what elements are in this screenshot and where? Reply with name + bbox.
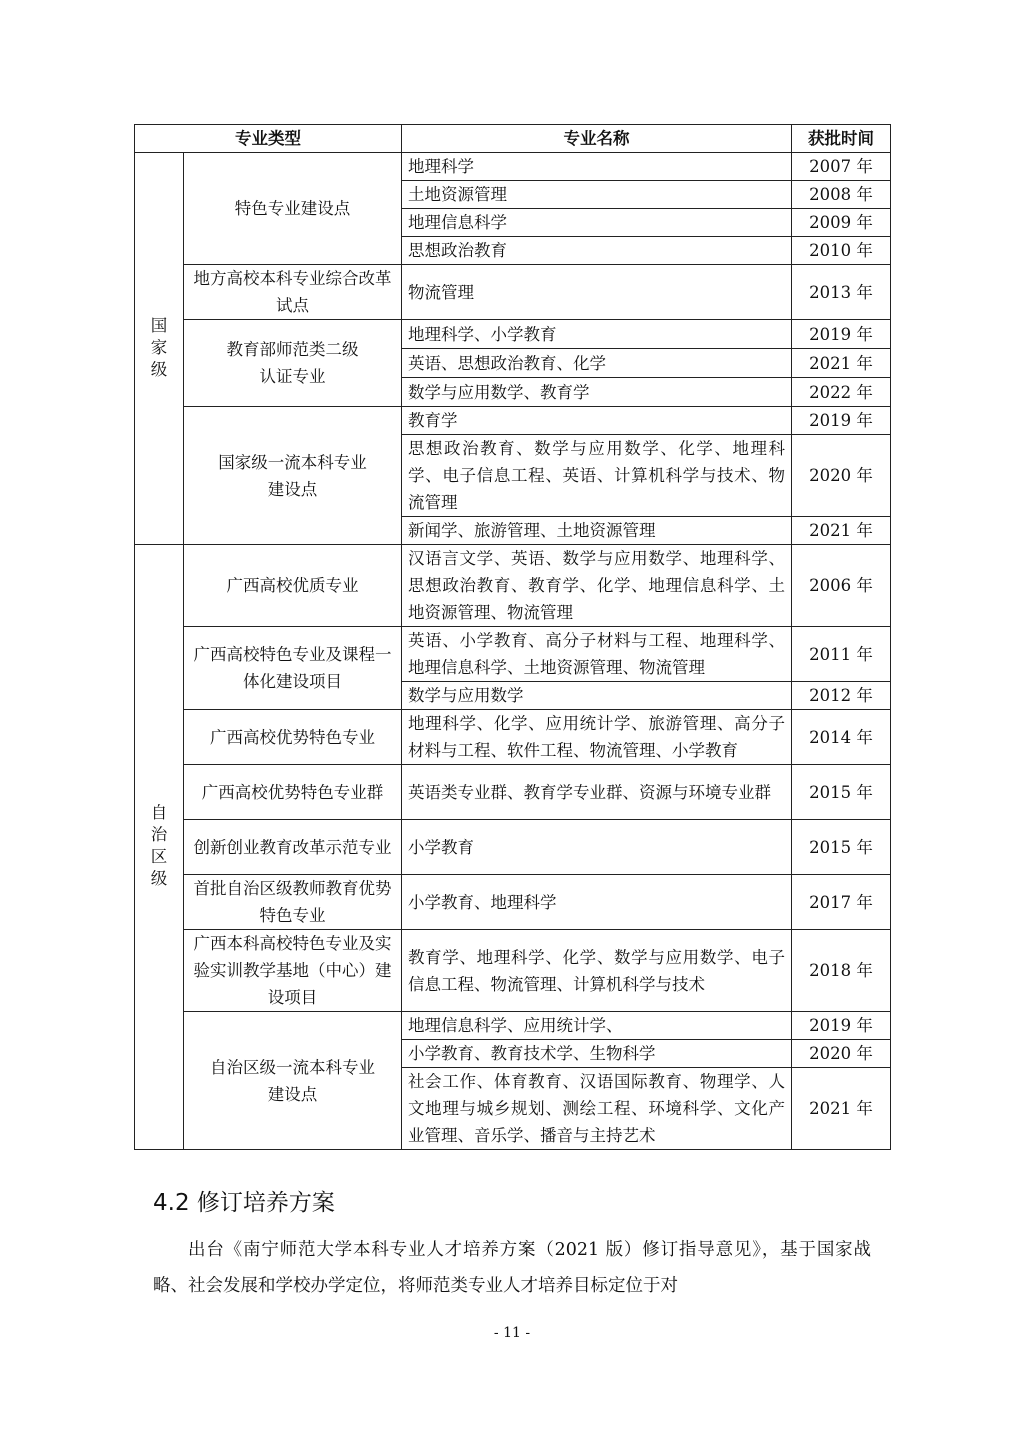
category-cell: 广西高校优势特色专业 <box>184 710 402 765</box>
category-cell: 教育部师范类二级 认证专业 <box>184 320 402 407</box>
major-names-cell: 汉语言文学、英语、数学与应用数学、地理科学、思想政治教育、教育学、化学、地理信息科学、土地资源管理、物流管理 <box>402 545 792 627</box>
level-cell <box>135 545 184 1150</box>
approval-year-cell: 2015 年 <box>792 820 891 875</box>
major-names-cell: 土地资源管理 <box>402 181 792 209</box>
table-row <box>135 765 891 820</box>
table-body <box>135 153 891 1150</box>
major-names-cell: 英语、思想政治教育、化学 <box>402 349 792 378</box>
major-names-cell: 思想政治教育 <box>402 237 792 265</box>
category-cell: 广西本科高校特色专业及实验实训教学基地（中心）建设项目 <box>184 930 402 1012</box>
major-names-cell: 地理信息科学 <box>402 209 792 237</box>
table-row <box>135 710 891 765</box>
table-row <box>135 930 891 1012</box>
table-row <box>135 545 891 627</box>
approval-year-cell: 2018 年 <box>792 930 891 1012</box>
approval-year-cell: 2021 年 <box>792 349 891 378</box>
category-cell: 首批自治区级教师教育优势特色专业 <box>184 875 402 930</box>
major-names-cell: 地理科学、化学、应用统计学、旅游管理、高分子材料与工程、软件工程、物流管理、小学教育 <box>402 710 792 765</box>
level-label: 国家级 <box>150 315 168 379</box>
approval-year-cell: 2021 年 <box>792 1068 891 1150</box>
category-cell: 广西高校优势特色专业群 <box>184 765 402 820</box>
major-names-cell: 教育学、地理科学、化学、数学与应用数学、电子信息工程、物流管理、计算机科学与技术 <box>402 930 792 1012</box>
level-cell <box>135 153 184 545</box>
page-number: - 11 - <box>493 1325 531 1341</box>
category-cell: 创新创业教育改革示范专业 <box>184 820 402 875</box>
level-label: 自治区级 <box>150 803 168 888</box>
approval-year-cell: 2014 年 <box>792 710 891 765</box>
approval-year-cell: 2015 年 <box>792 765 891 820</box>
category-cell: 自治区级一流本科专业 建设点 <box>184 1012 402 1150</box>
table-header-row <box>135 125 891 153</box>
approval-year-cell: 2009 年 <box>792 209 891 237</box>
major-names-cell: 教育学 <box>402 407 792 435</box>
approval-year-cell: 2019 年 <box>792 407 891 435</box>
table-row <box>135 1012 891 1040</box>
major-names-cell: 小学教育、地理科学 <box>402 875 792 930</box>
major-names-cell: 思想政治教育、数学与应用数学、化学、地理科学、电子信息工程、英语、计算机科学与技术、物流管理 <box>402 435 792 517</box>
category-cell: 国家级一流本科专业 建设点 <box>184 407 402 545</box>
approval-year-cell: 2020 年 <box>792 435 891 517</box>
major-names-cell: 小学教育、教育技术学、生物科学 <box>402 1040 792 1068</box>
table-row <box>135 820 891 875</box>
approval-year-cell: 2021 年 <box>792 517 891 545</box>
major-names-cell: 社会工作、体育教育、汉语国际教育、物理学、人文地理与城乡规划、测绘工程、环境科学、文化产业管理、音乐学、播音与主持艺术 <box>402 1068 792 1150</box>
table-row <box>135 320 891 349</box>
major-names-cell: 地理科学 <box>402 153 792 181</box>
category-cell: 广西高校特色专业及课程一体化建设项目 <box>184 627 402 710</box>
table-row <box>135 627 891 682</box>
approval-year-cell: 2017 年 <box>792 875 891 930</box>
approval-year-cell: 2022 年 <box>792 378 891 407</box>
major-names-cell: 地理信息科学、应用统计学、 <box>402 1012 792 1040</box>
approval-year-cell: 2008 年 <box>792 181 891 209</box>
category-cell: 特色专业建设点 <box>184 153 402 265</box>
major-names-cell: 物流管理 <box>402 265 792 320</box>
major-names-cell: 小学教育 <box>402 820 792 875</box>
header-major-type: 专业类型 <box>135 125 402 153</box>
approval-year-cell: 2011 年 <box>792 627 891 682</box>
table-row <box>135 153 891 181</box>
header-major-name: 专业名称 <box>402 125 792 153</box>
approval-year-cell: 2019 年 <box>792 320 891 349</box>
table-row <box>135 875 891 930</box>
approval-year-cell: 2006 年 <box>792 545 891 627</box>
major-names-cell: 数学与应用数学、教育学 <box>402 378 792 407</box>
major-names-cell: 英语、小学教育、高分子材料与工程、地理科学、地理信息科学、土地资源管理、物流管理 <box>402 627 792 682</box>
table-row <box>135 265 891 320</box>
category-cell: 广西高校优质专业 <box>184 545 402 627</box>
body-paragraph: 出台《南宁师范大学本科专业人才培养方案（2021 版）修订指导意见》，基于国家战略、社会发展和学校办学定位，将师范类专业人才培养目标定位于对 <box>153 1240 871 1296</box>
major-names-cell: 数学与应用数学 <box>402 682 792 710</box>
section-heading: 4.2 修订培养方案 <box>153 1190 335 1216</box>
major-names-cell: 英语类专业群、教育学专业群、资源与环境专业群 <box>402 765 792 820</box>
category-cell: 地方高校本科专业综合改革试点 <box>184 265 402 320</box>
table-row <box>135 407 891 435</box>
majors-table <box>134 124 891 1150</box>
header-approval-time: 获批时间 <box>792 125 891 153</box>
approval-year-cell: 2013 年 <box>792 265 891 320</box>
approval-year-cell: 2020 年 <box>792 1040 891 1068</box>
approval-year-cell: 2019 年 <box>792 1012 891 1040</box>
major-names-cell: 地理科学、小学教育 <box>402 320 792 349</box>
major-names-cell: 新闻学、旅游管理、土地资源管理 <box>402 517 792 545</box>
approval-year-cell: 2012 年 <box>792 682 891 710</box>
approval-year-cell: 2010 年 <box>792 237 891 265</box>
approval-year-cell: 2007 年 <box>792 153 891 181</box>
